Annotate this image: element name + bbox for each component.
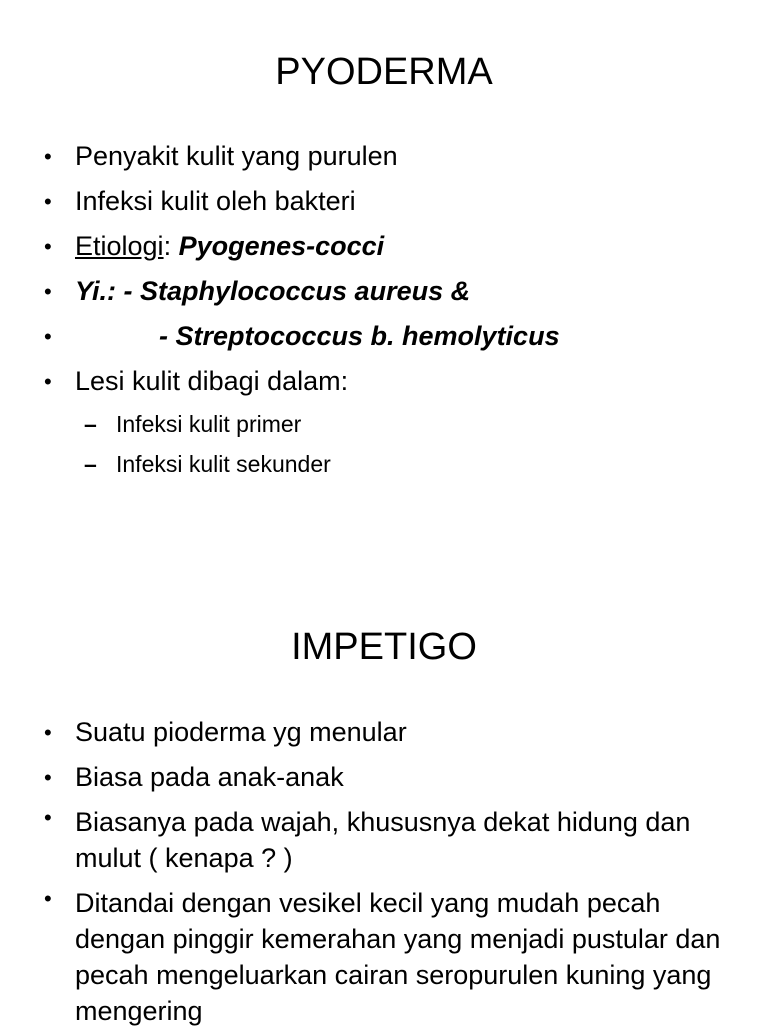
bullet-item [44, 800, 744, 881]
bullet-text: Lesi kulit dibagi dalam: [75, 366, 349, 396]
bullet-item [44, 881, 744, 1034]
bullet-list [44, 710, 744, 1034]
bullet-item [44, 359, 744, 404]
sub-bullet-item [44, 404, 744, 444]
bullet-item-etiologi [44, 224, 744, 269]
bullet-item [44, 269, 744, 314]
bullet-list [44, 134, 744, 484]
bullet-text: Penyakit kulit yang purulen [75, 141, 398, 171]
bullet-text: Biasanya pada wajah, khususnya dekat hidung dan mulut ( kenapa ? ) [75, 807, 691, 873]
bullet-text: Ditandai dengan vesikel kecil yang mudah pecah dengan pinggir kemerahan yang menjadi pustular dan pecah mengeluarkan cairan seropurulen kuning yang mengering [75, 888, 721, 1026]
etiologi-label: Etiologi [75, 231, 164, 261]
bullet-text: - Streptococcus b. hemolyticus [159, 321, 560, 351]
sub-bullet-item [44, 444, 744, 484]
bullet-item [44, 755, 744, 800]
etiologi-colon: : [163, 231, 179, 261]
bullet-item [44, 314, 744, 359]
bullet-item [44, 134, 744, 179]
etiologi-value: Pyogenes-cocci [178, 231, 385, 261]
slide-pyoderma [0, 0, 768, 512]
bullet-text: Infeksi kulit oleh bakteri [75, 186, 356, 216]
slide-title: IMPETIGO [291, 626, 477, 668]
bullet-text: Yi.: - Staphylococcus aureus & [75, 276, 471, 306]
bullet-text: Biasa pada anak-anak [75, 762, 344, 792]
bullet-item [44, 179, 744, 224]
sub-bullet-text: Infeksi kulit primer [116, 411, 302, 437]
bullet-text: Suatu pioderma yg menular [75, 717, 407, 747]
sub-bullet-text: Infeksi kulit sekunder [116, 451, 331, 477]
bullet-item [44, 710, 744, 755]
slide-title: PYODERMA [275, 51, 493, 93]
slide-impetigo [0, 576, 768, 1024]
